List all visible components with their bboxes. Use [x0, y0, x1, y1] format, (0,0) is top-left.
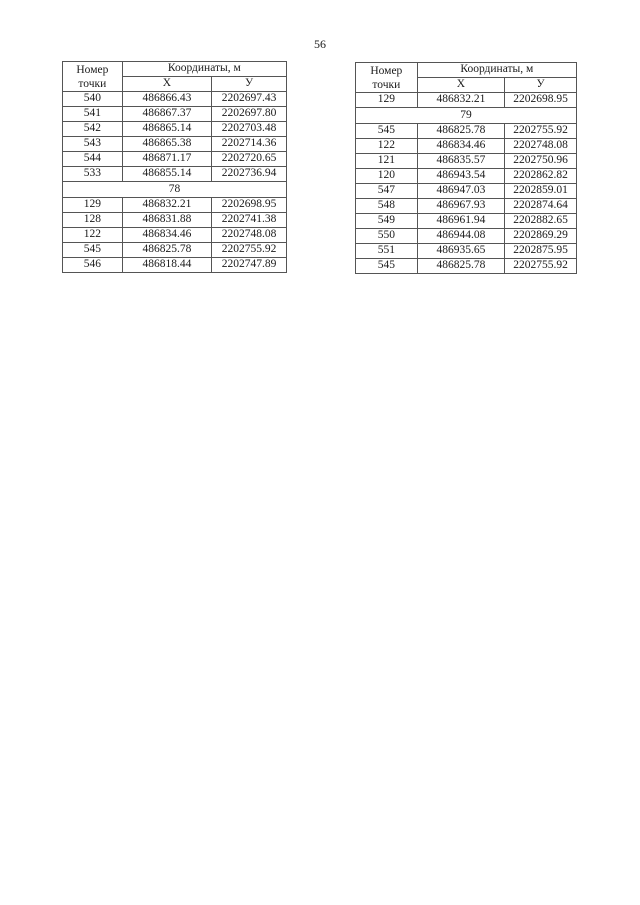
point-number-cell: 540	[63, 92, 123, 107]
table-body	[63, 92, 287, 273]
x-coordinate-cell: 486871.17	[122, 152, 212, 167]
group-header-row	[356, 108, 577, 124]
y-coordinate-cell: 2202698.95	[505, 93, 577, 108]
y-coordinate-cell: 2202755.92	[212, 243, 287, 258]
table-body	[356, 93, 577, 274]
table-row	[356, 259, 577, 274]
table-row	[63, 198, 287, 213]
x-coordinate-cell: 486944.08	[417, 229, 505, 244]
table-row	[63, 167, 287, 182]
y-coordinate-cell: 2202882.65	[505, 214, 577, 229]
table-row	[63, 152, 287, 167]
table-row	[63, 137, 287, 152]
point-number-cell: 121	[356, 154, 418, 169]
table-row	[356, 229, 577, 244]
point-number-cell: 547	[356, 184, 418, 199]
y-coordinate-cell: 2202741.38	[212, 213, 287, 228]
y-coordinate-cell: 2202697.80	[212, 107, 287, 122]
y-coordinate-cell: 2202736.94	[212, 167, 287, 182]
coordinates-header: Координаты, м	[122, 62, 286, 77]
point-number-cell: 129	[356, 93, 418, 108]
y-coordinate-cell: 2202698.95	[212, 198, 287, 213]
x-coordinate-cell: 486832.21	[417, 93, 505, 108]
x-coordinate-cell: 486943.54	[417, 169, 505, 184]
x-coordinate-cell: 486834.46	[417, 139, 505, 154]
point-number-cell: 542	[63, 122, 123, 137]
point-number-cell: 546	[63, 258, 123, 273]
table-row	[356, 154, 577, 169]
table-row	[63, 122, 287, 137]
x-coordinate-cell: 486967.93	[417, 199, 505, 214]
point-number-cell: 120	[356, 169, 418, 184]
y-coordinate-cell: 2202874.64	[505, 199, 577, 214]
table-row	[356, 139, 577, 154]
x-coordinate-cell: 486834.46	[122, 228, 212, 243]
table-row	[63, 243, 287, 258]
point-number-cell: 129	[63, 198, 123, 213]
point-number-cell: 122	[356, 139, 418, 154]
table-row	[63, 258, 287, 273]
y-column-header: У	[505, 78, 577, 93]
y-coordinate-cell: 2202714.36	[212, 137, 287, 152]
table-row	[356, 169, 577, 184]
y-coordinate-cell: 2202748.08	[505, 139, 577, 154]
x-coordinate-cell: 486835.57	[417, 154, 505, 169]
y-coordinate-cell: 2202755.92	[505, 124, 577, 139]
coordinates-header: Координаты, м	[417, 63, 576, 78]
table-row	[356, 244, 577, 259]
x-coordinate-cell: 486961.94	[417, 214, 505, 229]
point-number-header	[63, 62, 123, 92]
x-coordinate-cell: 486866.43	[122, 92, 212, 107]
table-row	[63, 92, 287, 107]
table-row	[356, 199, 577, 214]
point-number-cell: 533	[63, 167, 123, 182]
point-number-cell: 550	[356, 229, 418, 244]
x-coordinate-cell: 486935.65	[417, 244, 505, 259]
point-number-cell: 122	[63, 228, 123, 243]
x-coordinate-cell: 486818.44	[122, 258, 212, 273]
point-number-cell: 544	[63, 152, 123, 167]
coordinates-table-left	[62, 61, 287, 273]
point-number-header-line2: точки	[372, 78, 401, 91]
point-number-cell: 541	[63, 107, 123, 122]
x-coordinate-cell: 486865.38	[122, 137, 212, 152]
coordinates-table-right	[355, 62, 577, 274]
table-row	[63, 107, 287, 122]
point-number-cell: 543	[63, 137, 123, 152]
x-coordinate-cell: 486825.78	[122, 243, 212, 258]
y-coordinate-cell: 2202748.08	[212, 228, 287, 243]
point-number-cell: 545	[356, 124, 418, 139]
x-coordinate-cell: 486865.14	[122, 122, 212, 137]
y-coordinate-cell: 2202859.01	[505, 184, 577, 199]
point-number-cell: 545	[356, 259, 418, 274]
table-row	[356, 184, 577, 199]
point-number-header-line2: точки	[78, 77, 107, 90]
x-column-header: X	[122, 77, 212, 92]
table-row	[356, 214, 577, 229]
y-coordinate-cell: 2202750.96	[505, 154, 577, 169]
y-coordinate-cell: 2202703.48	[212, 122, 287, 137]
x-coordinate-cell: 486855.14	[122, 167, 212, 182]
page-number: 56	[314, 37, 326, 51]
point-number-cell: 128	[63, 213, 123, 228]
table-row	[63, 228, 287, 243]
x-coordinate-cell: 486832.21	[122, 198, 212, 213]
y-coordinate-cell: 2202697.43	[212, 92, 287, 107]
x-coordinate-cell: 486947.03	[417, 184, 505, 199]
point-number-cell: 548	[356, 199, 418, 214]
y-coordinate-cell: 2202862.82	[505, 169, 577, 184]
y-column-header: У	[212, 77, 287, 92]
point-number-header	[356, 63, 418, 93]
table-row	[63, 213, 287, 228]
x-coordinate-cell: 486825.78	[417, 124, 505, 139]
point-number-cell: 545	[63, 243, 123, 258]
y-coordinate-cell: 2202875.95	[505, 244, 577, 259]
x-coordinate-cell: 486831.88	[122, 213, 212, 228]
group-label: 79	[356, 108, 577, 124]
table-row	[356, 124, 577, 139]
x-coordinate-cell: 486867.37	[122, 107, 212, 122]
y-coordinate-cell: 2202720.65	[212, 152, 287, 167]
point-number-header-line1: Номер	[370, 64, 403, 77]
group-header-row	[63, 182, 287, 198]
group-label: 78	[63, 182, 287, 198]
table-row	[356, 93, 577, 108]
x-coordinate-cell: 486825.78	[417, 259, 505, 274]
y-coordinate-cell: 2202747.89	[212, 258, 287, 273]
point-number-header-line1: Номер	[76, 63, 109, 76]
x-column-header: X	[417, 78, 505, 93]
y-coordinate-cell: 2202869.29	[505, 229, 577, 244]
y-coordinate-cell: 2202755.92	[505, 259, 577, 274]
point-number-cell: 551	[356, 244, 418, 259]
point-number-cell: 549	[356, 214, 418, 229]
